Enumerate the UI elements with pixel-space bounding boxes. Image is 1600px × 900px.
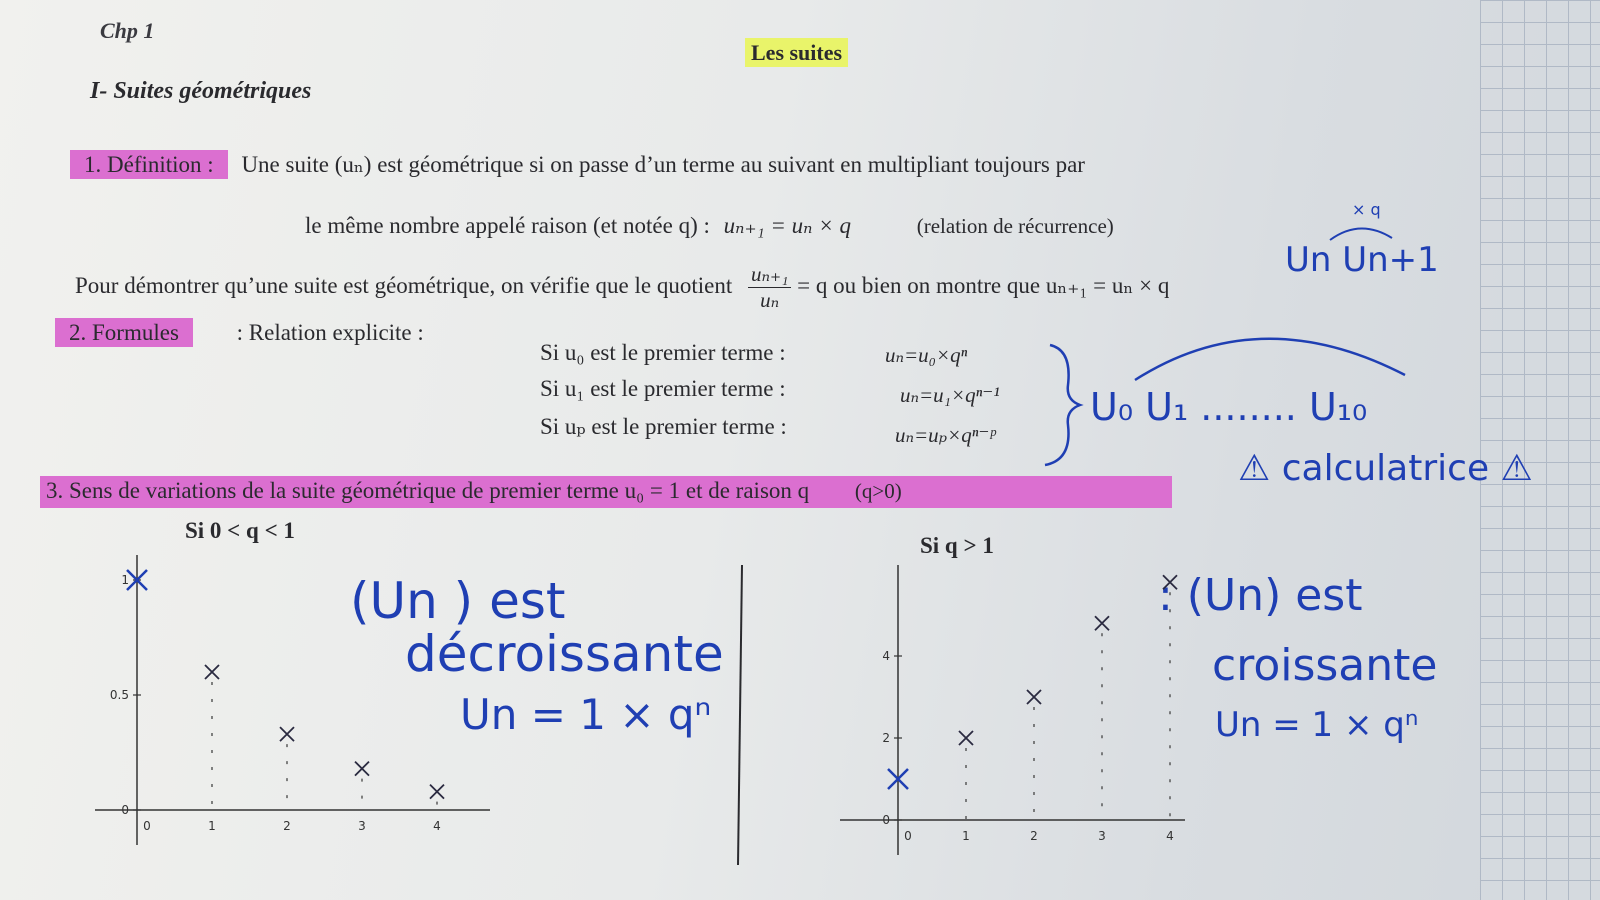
- chart2-x-tick: 3: [1098, 829, 1106, 843]
- variations-condition: (q>0): [854, 479, 902, 503]
- chart2-point: [959, 731, 973, 745]
- chart1-x-tick: 0: [143, 819, 151, 833]
- hand-right-note-3: Un = 1 × qⁿ: [1215, 705, 1419, 745]
- quotient-numerator: uₙ₊₁: [748, 262, 791, 288]
- chart1-point: [430, 785, 444, 799]
- chart1-y-tick: 0: [121, 803, 129, 817]
- hand-un-un1: Un Un+1: [1285, 240, 1439, 280]
- formula-case-1-expr: uₙ=u₁×qⁿ⁻¹: [900, 383, 1000, 407]
- chapter-label: Chp 1: [100, 18, 155, 43]
- chart1-y-tick: 0.5: [109, 688, 129, 702]
- quotient-denominator: uₙ: [760, 288, 780, 312]
- definition-label: 1. Définition :: [70, 150, 228, 179]
- chart2-x-tick: 1: [962, 829, 970, 843]
- recurrence-formula: uₙ₊₁ = uₙ × q: [723, 213, 851, 238]
- chart2-x-tick: 0: [904, 829, 912, 843]
- definition-text-2: le même nombre appelé raison (et notée q) :: [305, 213, 710, 238]
- chart1-point: [205, 665, 219, 679]
- hand-left-note-2: décroissante: [405, 625, 724, 683]
- definition-text-3: Pour démontrer qu’une suite est géométrique, on vérifie que le quotient: [75, 272, 733, 298]
- variations-label: 3. Sens de variations de la suite géométrique de premier terme u₀ = 1 et de raison q: [46, 478, 810, 503]
- definition-text-3-end: = q ou bien on montre que uₙ₊₁ = uₙ × q: [797, 272, 1170, 298]
- increasing-chart: [840, 560, 1200, 860]
- times-q-arc: [1330, 228, 1392, 240]
- brace: [1045, 345, 1080, 465]
- chart1-x-tick: 4: [433, 819, 441, 833]
- chart2-point: [1163, 575, 1177, 589]
- formulas-intro: : Relation explicite :: [236, 320, 424, 345]
- chart1-point: [355, 762, 369, 776]
- chart1-x-tick: 1: [208, 819, 216, 833]
- chart2-point: [1027, 690, 1041, 704]
- u0-u10-arc: [1135, 339, 1405, 380]
- hand-calculatrice: ⚠ calculatrice ⚠: [1238, 448, 1533, 489]
- chart2-point: [1095, 616, 1109, 630]
- formula-case-text: Si u₁ est le premier terme :: [540, 376, 786, 401]
- formula-case-0-expr: uₙ=u₀×qⁿ: [885, 343, 968, 367]
- recurrence-note: (relation de récurrence): [916, 214, 1114, 238]
- formulas-label: 2. Formules: [55, 318, 193, 347]
- chart1-x-tick: 2: [283, 819, 291, 833]
- left-case-title: Si 0 < q < 1: [185, 518, 295, 543]
- hand-u0-u10: U₀ U₁ ........ U₁₀: [1090, 385, 1368, 429]
- chart2-y-tick: 2: [882, 731, 890, 745]
- formula-case-text: Si uₚ est le premier terme :: [540, 414, 787, 439]
- hand-left-note-3: Un = 1 × qⁿ: [460, 690, 712, 739]
- hand-times-q: × q: [1352, 200, 1381, 219]
- chart1-y-tick: 1: [121, 573, 129, 587]
- chart1-point: [280, 727, 294, 741]
- decreasing-chart: [95, 555, 495, 865]
- chart2-y-tick: 4: [882, 649, 890, 663]
- chart2-x-tick: 4: [1166, 829, 1174, 843]
- right-case-title: Si q > 1: [920, 533, 994, 558]
- hand-right-note-2: croissante: [1212, 640, 1438, 691]
- definition-text-1: Une suite (uₙ) est géométrique si on passe d’un terme au suivant en multipliant toujours par: [241, 152, 1085, 177]
- formula-case-text: Si u₀ est le premier terme :: [540, 340, 786, 365]
- section-title: I- Suites géométriques: [90, 78, 312, 104]
- page-divider: [738, 565, 742, 865]
- hand-left-note-1: (Un ) est: [350, 572, 566, 630]
- chart1-x-tick: 3: [358, 819, 366, 833]
- formula-case-2-expr: uₙ=uₚ×qⁿ⁻ᵖ: [895, 423, 996, 447]
- hand-right-note-1: : (Un) est: [1158, 570, 1363, 621]
- chart2-y-tick: 0: [882, 813, 890, 827]
- page-title-text: Les suites: [745, 38, 848, 67]
- chart2-x-tick: 2: [1030, 829, 1038, 843]
